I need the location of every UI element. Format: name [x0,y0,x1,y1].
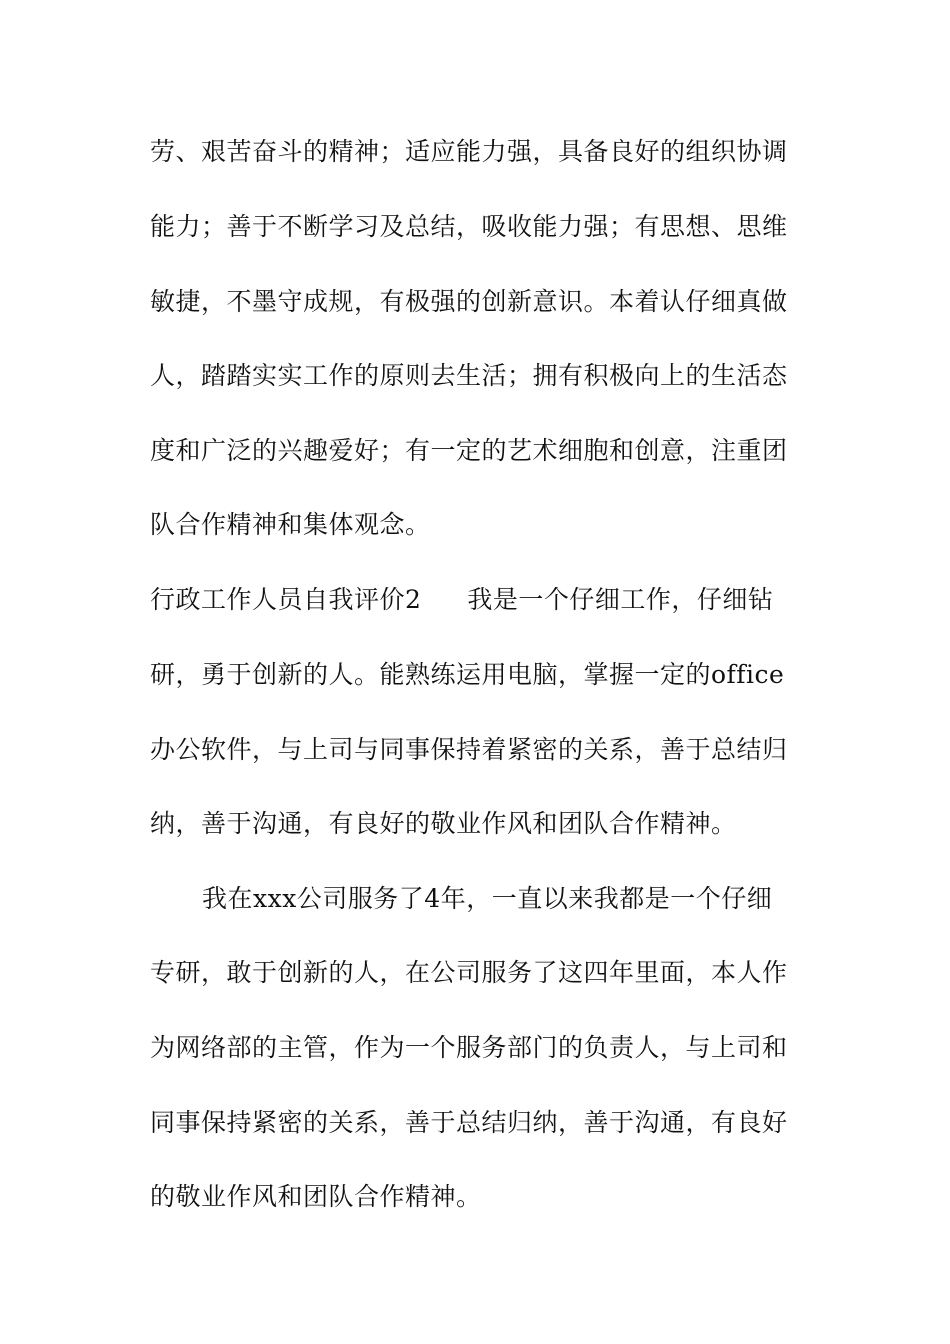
text-line: 办公软件，与上司与同事保持着紧密的关系，善于总结归 [150,735,788,764]
text-line: 队合作精神和集体观念。 [150,510,431,539]
section-heading: 行政工作人员自我评价2 [150,585,422,614]
text-line: 敏捷，不墨守成规，有极强的创新意识。本着认仔细真做 [150,287,788,316]
text-line: 同事保持紧密的关系，善于总结归纳，善于沟通，有良好 [150,1108,788,1137]
text-line: 的敬业作风和团队合作精神。 [150,1182,482,1211]
text-line: 劳、艰苦奋斗的精神；适应能力强，具备良好的组织协调 [150,137,788,166]
text-line: 我在xxx公司服务了4年，一直以来我都是一个仔细 [202,884,773,913]
text-line: 我是一个仔细工作，仔细钻 [467,585,774,614]
section-heading-line [150,580,773,620]
text-line: 研，勇于创新的人。能熟练运用电脑，掌握一定的office [150,660,785,689]
text-line: 能力；善于不断学习及总结，吸收能力强；有思想、思维 [150,212,788,241]
text-line: 人，踏踏实实工作的原则去生活；拥有积极向上的生活态 [150,361,788,390]
text-line: 为网络部的主管，作为一个服务部门的负责人，与上司和 [150,1033,788,1062]
text-line: 纳，善于沟通，有良好的敬业作风和团队合作精神。 [150,809,737,838]
text-line: 度和广泛的兴趣爱好；有一定的艺术细胞和创意，注重团 [150,436,788,465]
text-line: 专研，敢于创新的人，在公司服务了这四年里面，本人作 [150,958,788,987]
